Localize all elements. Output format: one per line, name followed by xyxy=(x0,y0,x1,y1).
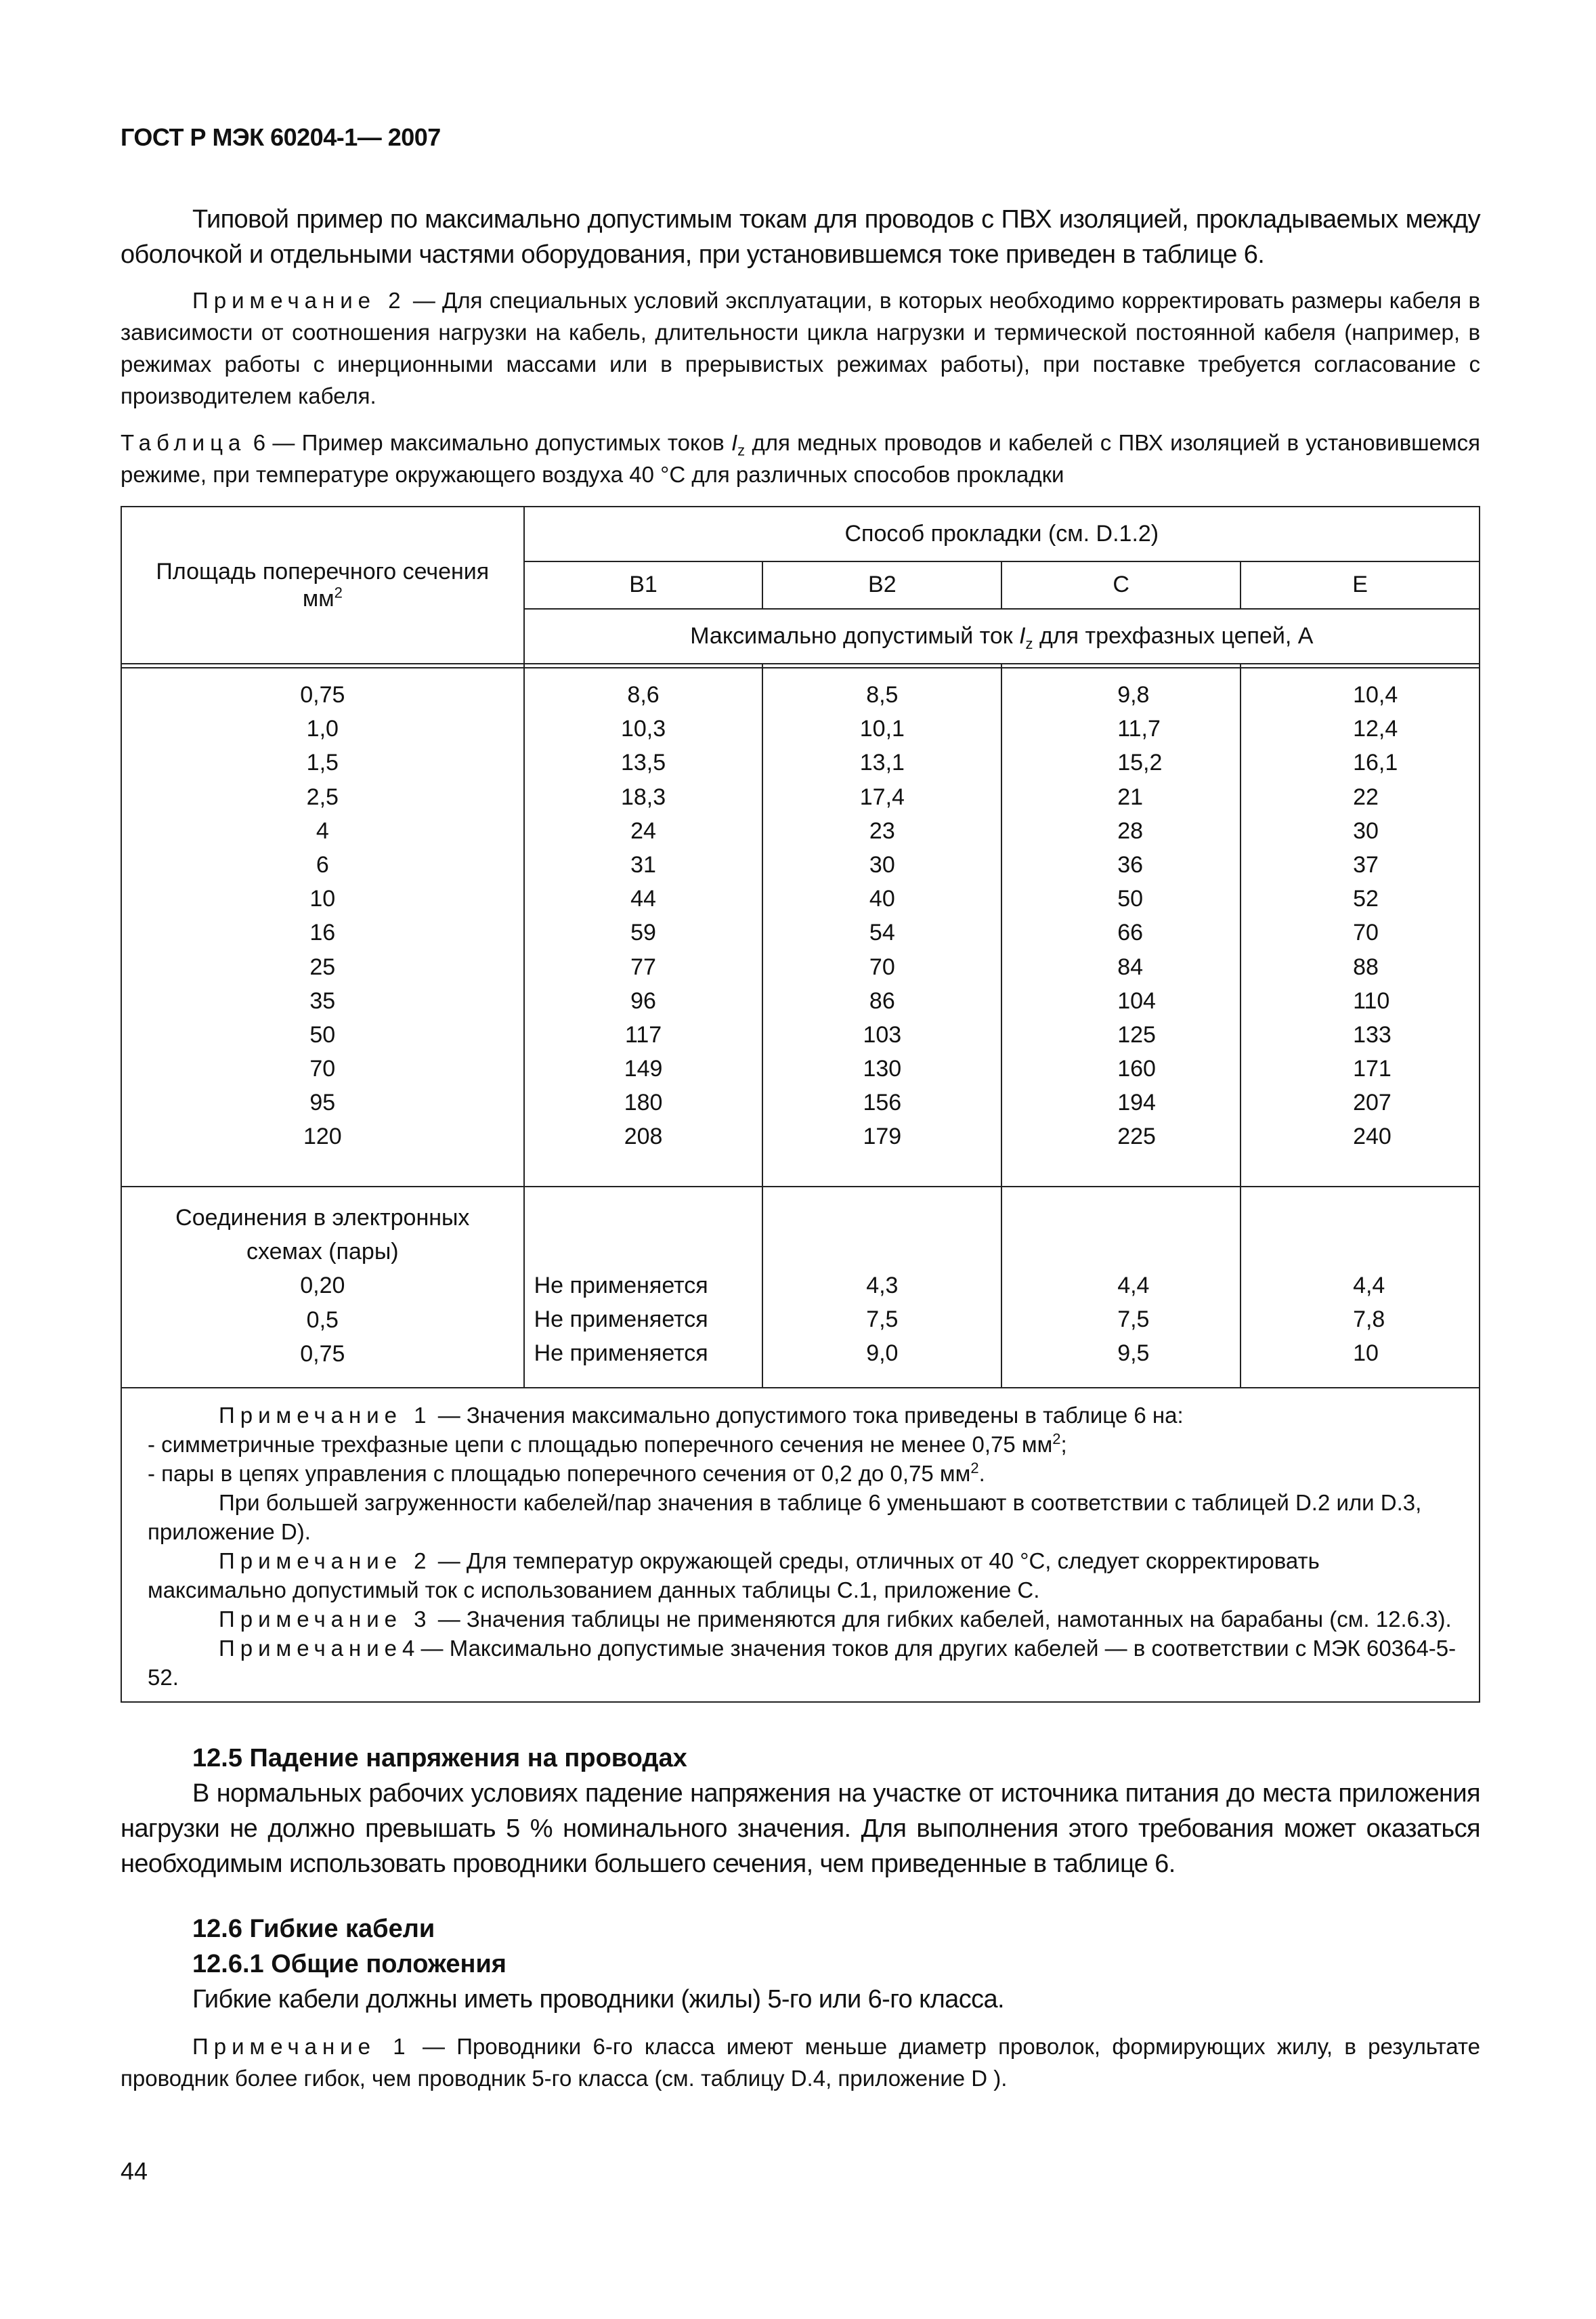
pairs-e-column xyxy=(1241,1187,1480,1388)
method-b1-header: B1 xyxy=(524,561,763,610)
header-area-unit: мм xyxy=(302,586,335,612)
table-note-2: Примечание 2 — Для температур окружающей среды, отличных от 40 °С, следует скорректировать максимально допустимый ток с использованием данных таблицы С.1, приложение С. xyxy=(148,1548,1320,1602)
pair-b1-value: Не применяется xyxy=(534,1306,708,1333)
b2-value: 23 xyxy=(869,817,895,844)
table-note-1: Примечание 1 — Значения максимально допустимого тока приведены в таблице 6 на: xyxy=(219,1403,1184,1428)
pair-b2-value: 4,3 xyxy=(866,1273,899,1298)
e-value: 110 xyxy=(1353,987,1390,1014)
intro-note-2 xyxy=(121,284,1480,412)
e-value: 240 xyxy=(1353,1124,1392,1150)
b1-column xyxy=(524,668,763,1187)
e-value: 10,4 xyxy=(1353,682,1398,708)
area-value: 25 xyxy=(309,954,336,980)
section-12-6-1-text: Гибкие кабели должны иметь проводники (жилы) 5-го или 6-го класса. xyxy=(192,1985,1004,2014)
area-value: 35 xyxy=(309,987,336,1014)
pair-b1-value: Не применяется xyxy=(534,1273,708,1298)
b1-value: 13,5 xyxy=(620,750,666,776)
e-value: 70 xyxy=(1353,920,1379,946)
e-value: 16,1 xyxy=(1353,750,1398,776)
c-value: 104 xyxy=(1117,987,1156,1014)
header-area-unit-sup: 2 xyxy=(334,584,343,601)
pairs-label-2: схемах (пары) xyxy=(246,1239,399,1265)
intro-paragraph: Типовой пример по максимально допустимым токам для проводов с ПВХ изоляцией, прокладываемых между оболочкой и отдельными частями оборудования, при установившемся токе приведен в таблице 6. xyxy=(121,205,1480,269)
table-caption xyxy=(121,427,1480,490)
table-note-4: Примечание4 — Максимально допустимые значения токов для других кабелей — в соответствии с МЭК 60364-5-52. xyxy=(148,1636,1457,1690)
intro-block xyxy=(121,202,1480,412)
e-value: 207 xyxy=(1353,1090,1392,1116)
b2-value: 8,5 xyxy=(866,682,899,708)
area-value: 1,0 xyxy=(306,716,339,742)
c-value: 194 xyxy=(1117,1090,1156,1116)
section-12-6-title: 12.6 Гибкие кабели xyxy=(192,1915,435,1943)
table-caption-text-before: 6 — Пример максимально допустимых токов xyxy=(246,430,731,455)
method-c-header: C xyxy=(1001,561,1241,610)
pairs-b1-column xyxy=(524,1187,763,1388)
area-value: 50 xyxy=(309,1021,336,1048)
b2-values xyxy=(763,678,1001,1154)
e-value: 12,4 xyxy=(1353,716,1398,742)
b1-value: 10,3 xyxy=(620,716,666,742)
pair-area-value: 0,75 xyxy=(300,1340,345,1367)
main-values-row xyxy=(121,668,1480,1187)
pairs-label-1: Соединения в электронных xyxy=(175,1205,470,1231)
section-12-5-title: 12.5 Падение напряжения на проводах xyxy=(192,1744,687,1772)
area-value: 6 xyxy=(316,851,329,878)
b1-value: 96 xyxy=(630,987,656,1014)
b1-value: 180 xyxy=(624,1090,663,1116)
section-12-5 xyxy=(121,1741,1480,1881)
document-header: ГОСТ Р МЭК 60204-1— 2007 xyxy=(121,123,441,151)
e-value: 171 xyxy=(1353,1056,1392,1082)
header-area-cell xyxy=(121,507,524,664)
area-value: 1,5 xyxy=(306,750,339,776)
section-12-6-1-title: 12.6.1 Общие положения xyxy=(192,1950,506,1978)
b2-value: 54 xyxy=(869,920,895,946)
pair-c-values xyxy=(1002,1269,1240,1371)
area-value: 2,5 xyxy=(306,784,339,810)
header-current-cell: Максимально допустимый ток $I_z$ для трехфазных цепей, А xyxy=(524,609,1480,664)
b1-value: 8,6 xyxy=(627,682,660,708)
b1-value: 77 xyxy=(630,954,656,980)
area-value: 16 xyxy=(309,920,336,946)
table-note-1-item-1: - симметричные трехфазные цепи с площадью поперечного сечения не менее 0,75 $мм^2$; xyxy=(148,1430,1067,1457)
e-value: 52 xyxy=(1353,886,1379,912)
e-value: 37 xyxy=(1353,851,1379,878)
c-value: 15,2 xyxy=(1117,750,1163,776)
c-value: 50 xyxy=(1117,886,1144,912)
pair-c-value: 7,5 xyxy=(1117,1306,1150,1333)
b2-value: 10,1 xyxy=(859,716,905,742)
pair-e-values xyxy=(1241,1269,1479,1371)
b2-value: 103 xyxy=(863,1021,902,1048)
b1-value: 117 xyxy=(624,1021,662,1048)
b2-value: 17,4 xyxy=(859,784,905,810)
pair-b2-value: 7,5 xyxy=(866,1306,899,1333)
b1-value: 31 xyxy=(630,851,656,878)
b1-values xyxy=(525,678,762,1154)
pairs-b2-column xyxy=(762,1187,1001,1388)
method-b2-header: B2 xyxy=(762,561,1001,610)
pair-area-value: 0,20 xyxy=(300,1273,345,1299)
pair-b1-value: Не применяется xyxy=(534,1340,708,1367)
b2-column xyxy=(762,668,1001,1187)
table-caption-symbol: I xyxy=(731,430,738,455)
pair-c-value: 9,5 xyxy=(1117,1340,1150,1367)
area-value: 95 xyxy=(309,1090,336,1116)
b1-value: 208 xyxy=(624,1124,663,1150)
c-value: 28 xyxy=(1117,817,1144,844)
pair-area-values xyxy=(122,1269,523,1371)
c-value: 21 xyxy=(1117,784,1144,810)
b1-value: 44 xyxy=(630,886,656,912)
e-column xyxy=(1241,668,1480,1187)
c-value: 11,7 xyxy=(1117,716,1161,742)
area-value: 70 xyxy=(309,1056,336,1082)
c-value: 66 xyxy=(1117,920,1144,946)
current-table xyxy=(121,506,1480,1703)
e-value: 30 xyxy=(1353,817,1379,844)
table-caption-text-after: для медных проводов и кабелей с ПВХ изоляцией в установившемся режиме, при температуре окружающего воздуха 40 °С для различных способов прокладки xyxy=(121,430,1480,487)
table-note-1-extra: При большей загруженности кабелей/пар значения в таблице 6 уменьшают в соответствии с таблицей D.2 или D.3, приложение D). xyxy=(148,1490,1422,1544)
area-column xyxy=(121,668,524,1187)
area-value: 4 xyxy=(316,817,329,844)
header-method-cell: Способ прокладки (см. D.1.2) xyxy=(524,507,1480,561)
page-number: 44 xyxy=(121,2157,148,2185)
table-notes-cell xyxy=(121,1388,1480,1702)
pairs-area-column xyxy=(121,1187,524,1388)
pair-area-value: 0,5 xyxy=(306,1306,339,1333)
pair-b2-value: 9,0 xyxy=(866,1340,899,1367)
table-caption-symbol-sub: z xyxy=(737,442,746,459)
pair-e-value: 7,8 xyxy=(1353,1306,1385,1333)
intro-note-2-text: — Для специальных условий эксплуатации, в которых необходимо корректировать размеры кабеля в зависимости от соотношения нагрузки на кабель, длительности цикла нагрузки и термической постоянной кабеля (например, в режимах работы с инерционными массами или в прерывистых режимах работы), при поставке требуется согласование с производителем кабеля. xyxy=(121,288,1480,408)
c-value: 160 xyxy=(1117,1056,1156,1082)
e-value: 133 xyxy=(1353,1021,1392,1048)
section-12-6-note: Примечание 1 — Проводники 6-го класса имеют меньше диаметр проволок, формирующих жилу, в результате проводник более гибок, чем проводник 5-го класса (см. таблицу D.4, приложение D ). xyxy=(121,2034,1481,2091)
table-note-3: Примечание 3 — Значения таблицы не применяются для гибких кабелей, намотанных на барабаны (см. 12.6.3). xyxy=(219,1607,1452,1632)
area-value: 0,75 xyxy=(300,682,345,708)
pair-e-value: 10 xyxy=(1353,1340,1379,1367)
b2-value: 30 xyxy=(869,851,895,878)
pairs-c-column xyxy=(1001,1187,1241,1388)
e-value: 88 xyxy=(1353,954,1379,980)
e-values xyxy=(1241,678,1479,1154)
area-value: 10 xyxy=(309,886,336,912)
b1-value: 24 xyxy=(630,817,656,844)
c-value: 36 xyxy=(1117,851,1144,878)
c-value: 84 xyxy=(1117,954,1144,980)
pair-e-value: 4,4 xyxy=(1353,1273,1385,1298)
pairs-row xyxy=(121,1187,1480,1388)
section-12-6 xyxy=(121,1911,1480,2094)
table-note-1-item-2: - пары в цепях управления с площадью поперечного сечения от 0,2 до 0,75 $мм^2$. xyxy=(148,1460,985,1486)
b2-value: 13,1 xyxy=(859,750,905,776)
c-column xyxy=(1001,668,1241,1187)
area-value: 120 xyxy=(303,1124,342,1150)
pair-b1-values xyxy=(525,1269,762,1371)
b2-value: 179 xyxy=(863,1124,902,1150)
b2-value: 86 xyxy=(869,987,895,1014)
c-values xyxy=(1002,678,1240,1154)
b1-value: 149 xyxy=(624,1056,663,1082)
method-e-header: E xyxy=(1241,561,1480,610)
intro-note-2-label: Примечание 2 xyxy=(192,288,406,313)
c-value: 225 xyxy=(1117,1124,1156,1150)
section-12-5-text: В нормальных рабочих условиях падение напряжения на участке от источника питания до места приложения нагрузки не должно превышать 5 % номинального значения. Для выполнения этого требования может оказаться необходимым использовать проводники большего сечения, чем приведенные в таблице 6. xyxy=(121,1779,1480,1878)
b2-value: 156 xyxy=(863,1090,902,1116)
pair-c-value: 4,4 xyxy=(1117,1273,1150,1298)
b1-value: 59 xyxy=(630,920,656,946)
c-value: 9,8 xyxy=(1117,682,1150,708)
c-value: 125 xyxy=(1117,1021,1156,1048)
table-caption-label: Таблица xyxy=(121,430,246,455)
area-values xyxy=(122,678,523,1154)
b1-value: 18,3 xyxy=(620,784,666,810)
pair-b2-values xyxy=(763,1269,1001,1371)
header-area-label: Площадь поперечного сечения xyxy=(156,559,490,584)
b2-value: 40 xyxy=(869,886,895,912)
b2-value: 70 xyxy=(869,954,895,980)
e-value: 22 xyxy=(1353,784,1379,810)
b2-value: 130 xyxy=(863,1056,902,1082)
table-notes-row xyxy=(121,1388,1480,1702)
